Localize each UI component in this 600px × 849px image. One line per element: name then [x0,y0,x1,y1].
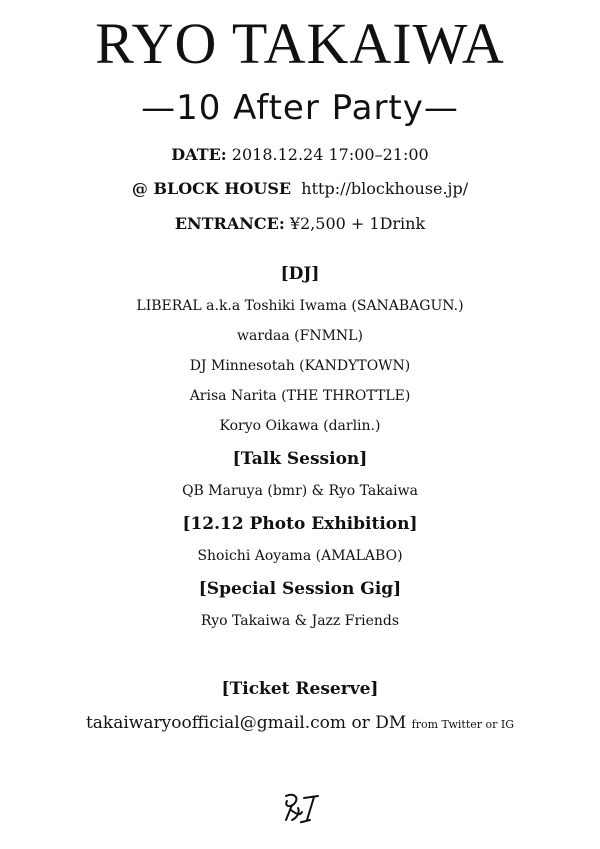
ticket-heading: [Ticket Reserve] [221,679,379,699]
ticket-email: takaiwaryoofficial@gmail.com [85,713,347,733]
photo-heading: [12.12 Photo Exhibition] [182,514,418,534]
dj-name: Arisa Narita (THE THROTTLE) [189,388,411,404]
ticket-note: from Twitter or IG [411,718,515,731]
dj-name: wardaa (FNMNL) [237,328,363,344]
dj-name: LIBERAL a.k.a Toshiki Iwama (SANABAGUN.) [136,298,464,314]
entrance-label: ENTRANCE: [174,214,285,233]
date-value: 2018.12.24 17:00–21:00 [231,145,429,164]
event-subtitle: —10 After Party— [141,88,459,128]
entrance-value: ¥2,500 + 1Drink [289,214,426,233]
signature-logo-icon [280,790,324,826]
entrance-line [0,213,600,235]
gig-heading: [Special Session Gig] [198,579,402,599]
date-line [0,144,600,166]
talk-heading: [Talk Session] [232,449,368,469]
talk-name: QB Maruya (bmr) & Ryo Takaiwa [182,483,418,499]
venue-line [0,178,600,200]
gig-name: Ryo Takaiwa & Jazz Friends [200,613,400,629]
page-title: RYO TAKAIWA [95,11,505,76]
dj-name: Koryo Oikawa (darlin.) [219,418,381,434]
ticket-or-dm: or DM [346,713,412,733]
date-label: DATE: [171,145,227,164]
photo-name: Shoichi Aoyama (AMALABO) [197,548,403,564]
venue-url: http://blockhouse.jp/ [301,179,469,198]
venue-label: @ BLOCK HOUSE [131,179,292,198]
dj-heading: [DJ] [280,264,320,284]
ticket-contact [0,712,600,736]
dj-name: DJ Minnesotah (KANDYTOWN) [189,358,411,374]
